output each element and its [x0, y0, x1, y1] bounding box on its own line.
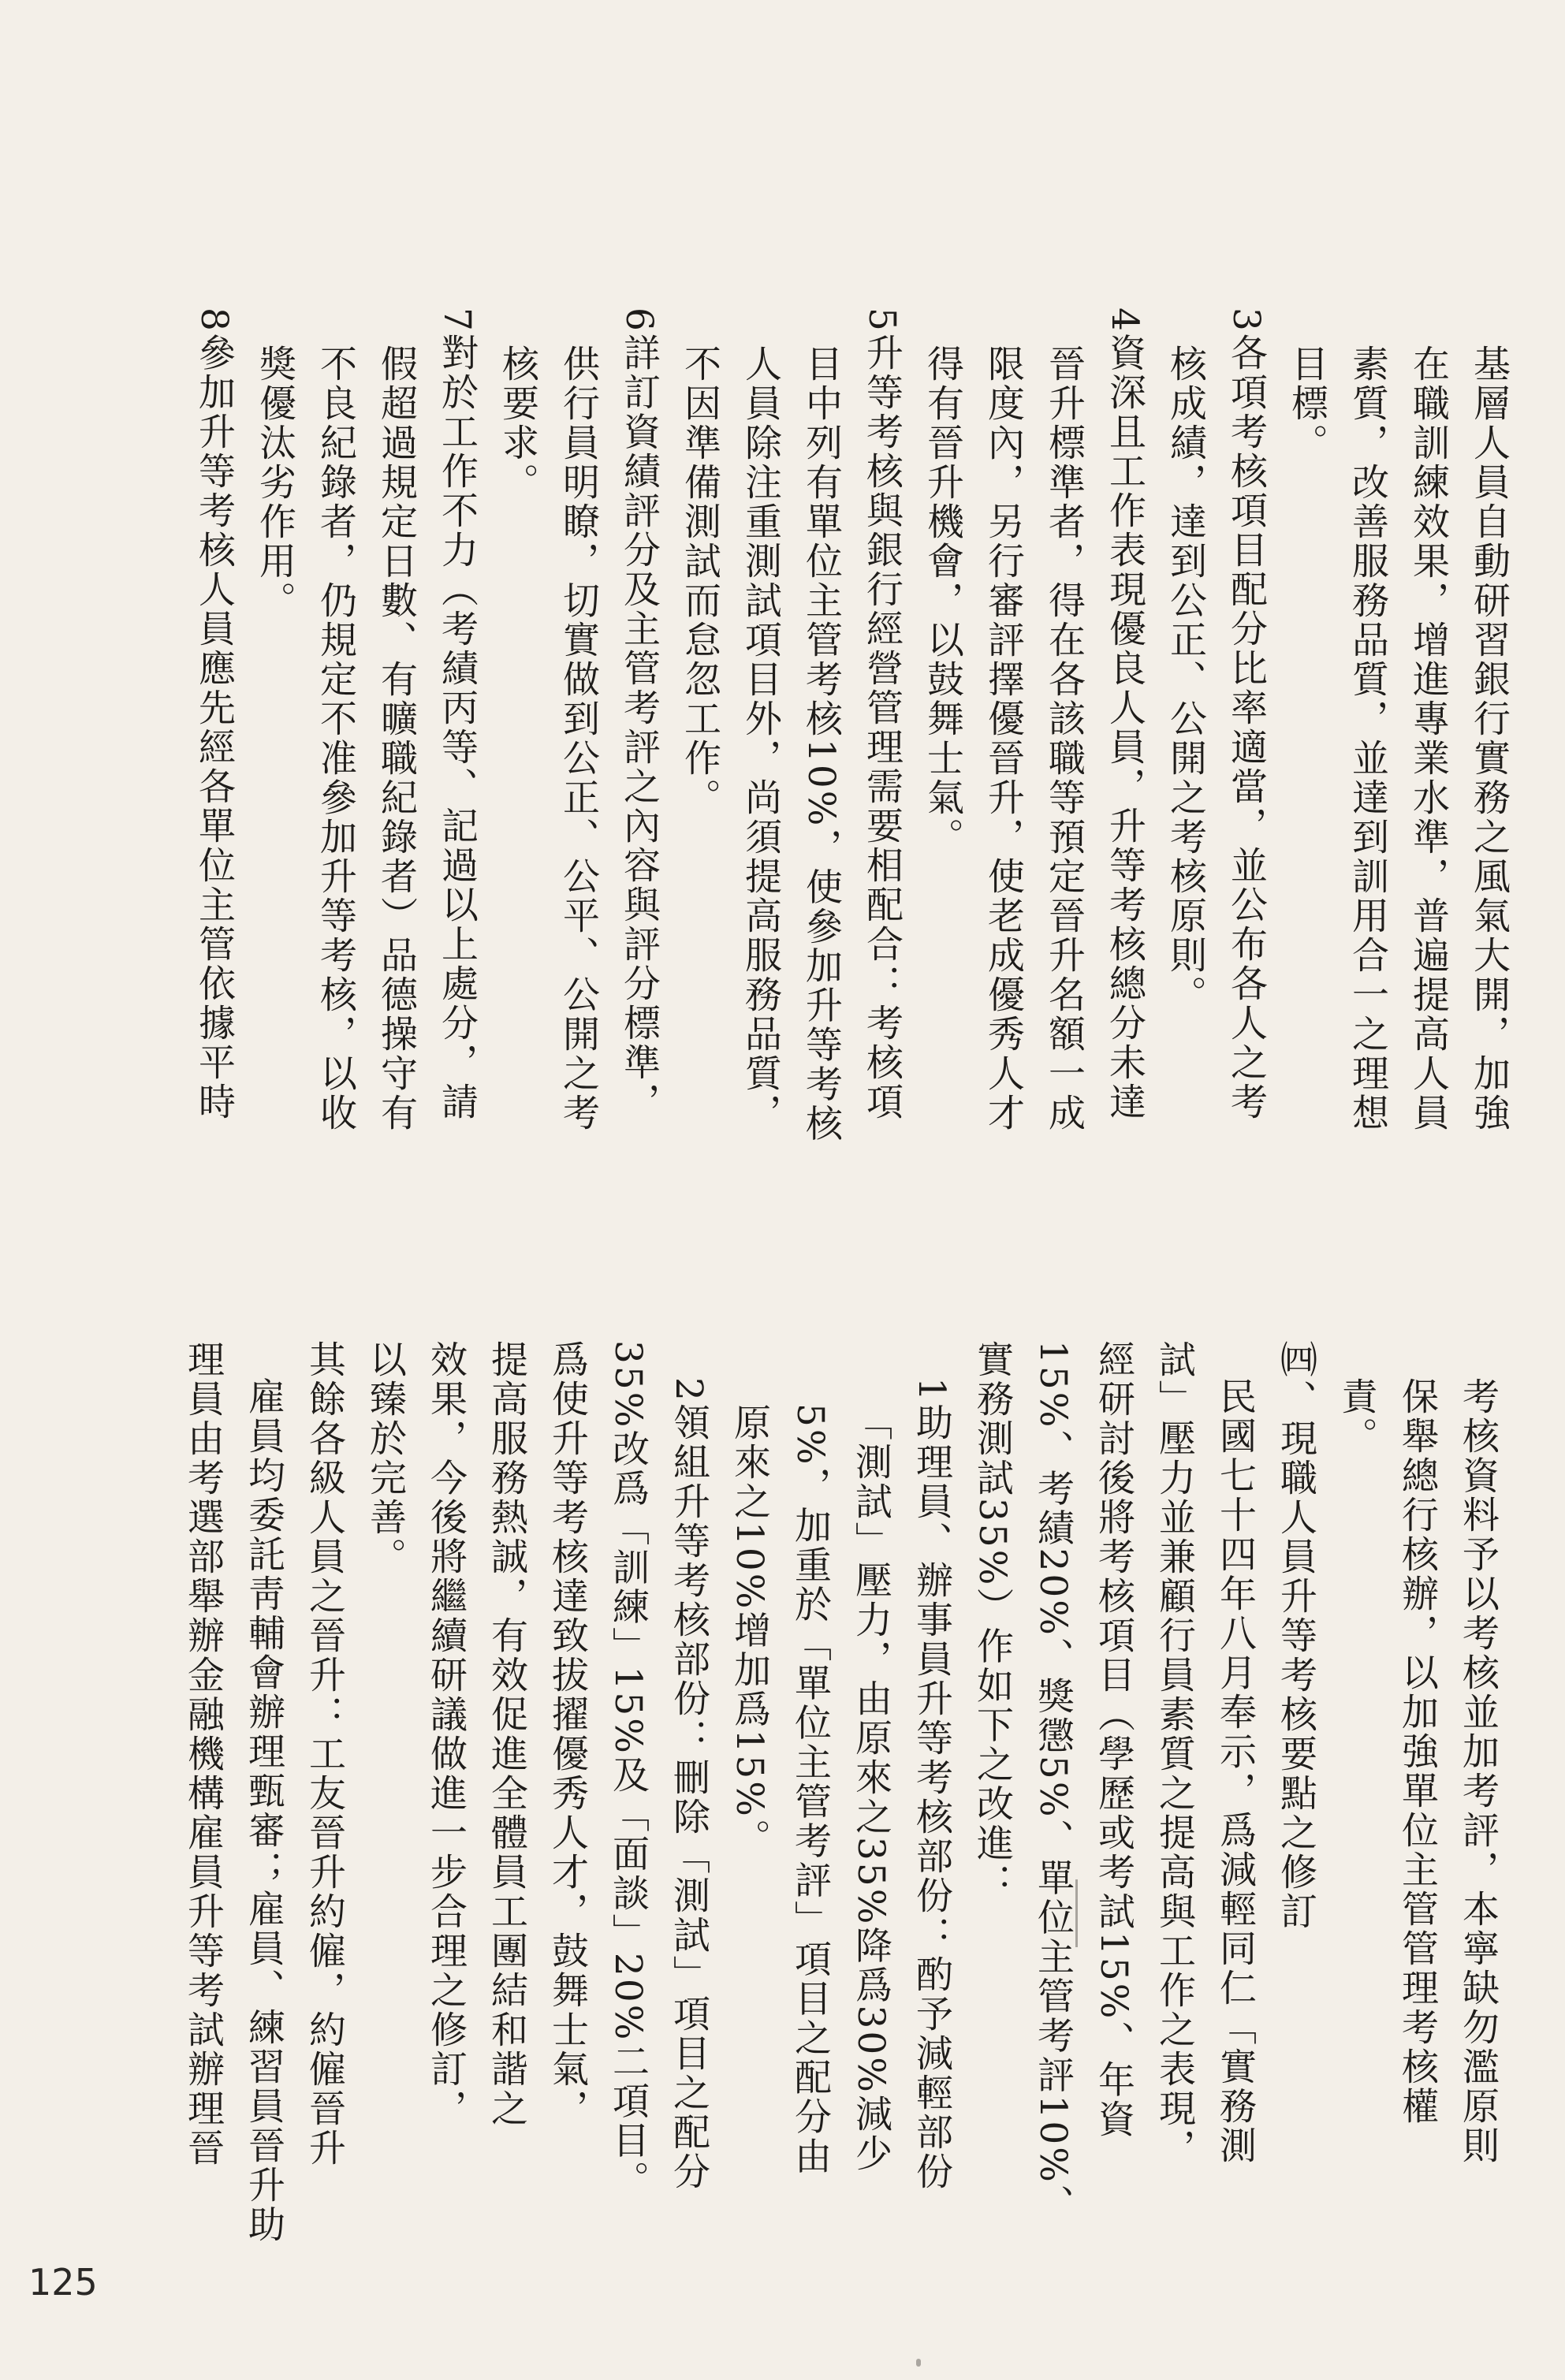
list-item-8: 8參加升等考核人員應先經各單位主管依據平時: [192, 307, 236, 1122]
text-column-bottom: [173, 1340, 1508, 2247]
text-line: 效果，今後將繼續研議做進一步合理之修訂，: [424, 1340, 468, 2129]
text-line: 假超過規定日數、有曠職紀錄者）品德操守有: [374, 345, 418, 1133]
text-line: 爲使升等考核達致拔擢優秀人才，鼓舞士氣，: [546, 1340, 589, 2129]
text-line: 責。: [1335, 1377, 1378, 1456]
text-column-top: [184, 307, 1519, 1238]
list-item-5: 5升等考核與銀行經營管理需要相配合：考核項: [860, 307, 904, 1122]
text-line: 15%、考績20%、獎懲5%、單位主管考評10%、: [1031, 1340, 1075, 2224]
text-line: 實務測試35%）作如下之改進：: [971, 1340, 1014, 1903]
text-line: 在職訓練效果，增進專業水準，普遍提高人員: [1407, 345, 1450, 1133]
text-line: 35%改爲「訓練」15%及「面談」20%二項目。: [606, 1340, 650, 2200]
list-item-7: 7對於工作不力（考績丙等、記過以上處分，請: [435, 307, 479, 1122]
text-line: 不良紀錄者，仍規定不准參加升等考核，以收: [314, 345, 357, 1133]
text-line: 不因準備測試而怠忽工作。: [678, 345, 721, 818]
section-heading: ㈣、現職人員升等考核要點之修訂: [1274, 1340, 1317, 1931]
text-line: 民國七十四年八月奉示，爲減輕同仁「實務測: [1213, 1377, 1257, 2166]
text-line: 獎優汰劣作用。: [253, 345, 296, 620]
text-line: 原來之10%增加爲15%。: [728, 1403, 771, 1858]
scan-speck: [916, 2359, 921, 2367]
text-line: 得有晉升機會，以鼓舞士氣。: [921, 345, 964, 857]
text-line: 經研討後將考核項目（學歷或考試15%、年資: [1092, 1340, 1135, 2140]
text-line: 供行員明瞭，切實做到公正、公平、公開之考: [557, 345, 600, 1133]
text-line: 5%，加重於「單位主管考評」項目之配分由: [788, 1403, 832, 2177]
text-line: 其餘各級人員之晉升：工友晉升約僱，約僱晉升: [303, 1340, 346, 2168]
list-item-3: 3各項考核項目配分比率適當，並公布各人之考: [1224, 307, 1268, 1122]
text-line: 目標。: [1285, 345, 1328, 463]
list-item-1: 1助理員、辦事員升等考核部份：酌予減輕部份: [910, 1377, 953, 2192]
text-line: 人員除注重測試項目外，尚須提高服務品質，: [739, 345, 782, 1133]
text-line: 試」壓力並兼顧行員素質之提高與工作之表現，: [1153, 1340, 1196, 2168]
text-line: 提高服務熱誠，有效促進全體員工團結和諧之: [485, 1340, 528, 2129]
text-line: 基層人員自動研習銀行實務之風氣大開，加強: [1467, 345, 1511, 1133]
text-line: 素質，改善服務品質，並達到訓用合一之理想: [1346, 345, 1389, 1133]
text-line: 保舉總行核辦，以加強單位主管管理考核權: [1395, 1377, 1439, 2126]
text-line: 目中列有單位主管考核10%，使參加升等考核: [799, 345, 843, 1144]
list-item-2: 2領組升等考核部份：刪除「測試」項目之配分: [667, 1377, 710, 2192]
page-number: 125: [28, 2261, 98, 2304]
text-line: 考核資料予以考核並加考評，本寧缺勿濫原則: [1456, 1377, 1500, 2166]
text-line: 核要求。: [496, 345, 539, 502]
text-line: 理員由考選部舉辦金融機構雇員升等考試辦理晉: [181, 1340, 225, 2168]
list-item-4: 4資深且工作表現優良人員，升等考核總分未達: [1103, 307, 1146, 1122]
text-line: 核成績，達到公正、公開之考核原則。: [1164, 345, 1207, 1015]
list-item-6: 6詳訂資績評分及主管考評之內容與評分標準，: [617, 307, 661, 1122]
margin-mark: [1075, 1879, 1078, 1947]
text-line: 以臻於完善。: [363, 1340, 407, 1577]
text-line: 雇員均委託靑輔會辦理甄審；雇員、練習員晉升助: [242, 1377, 285, 2244]
text-line: 限度內，另行審評擇優晉升，使老成優秀人才: [982, 345, 1025, 1133]
text-line: 「測試」壓力，由原來之35%降爲30%減少: [849, 1403, 892, 2173]
text-line: 晉升標準者，得在各該職等預定晉升名額一成: [1042, 345, 1086, 1133]
